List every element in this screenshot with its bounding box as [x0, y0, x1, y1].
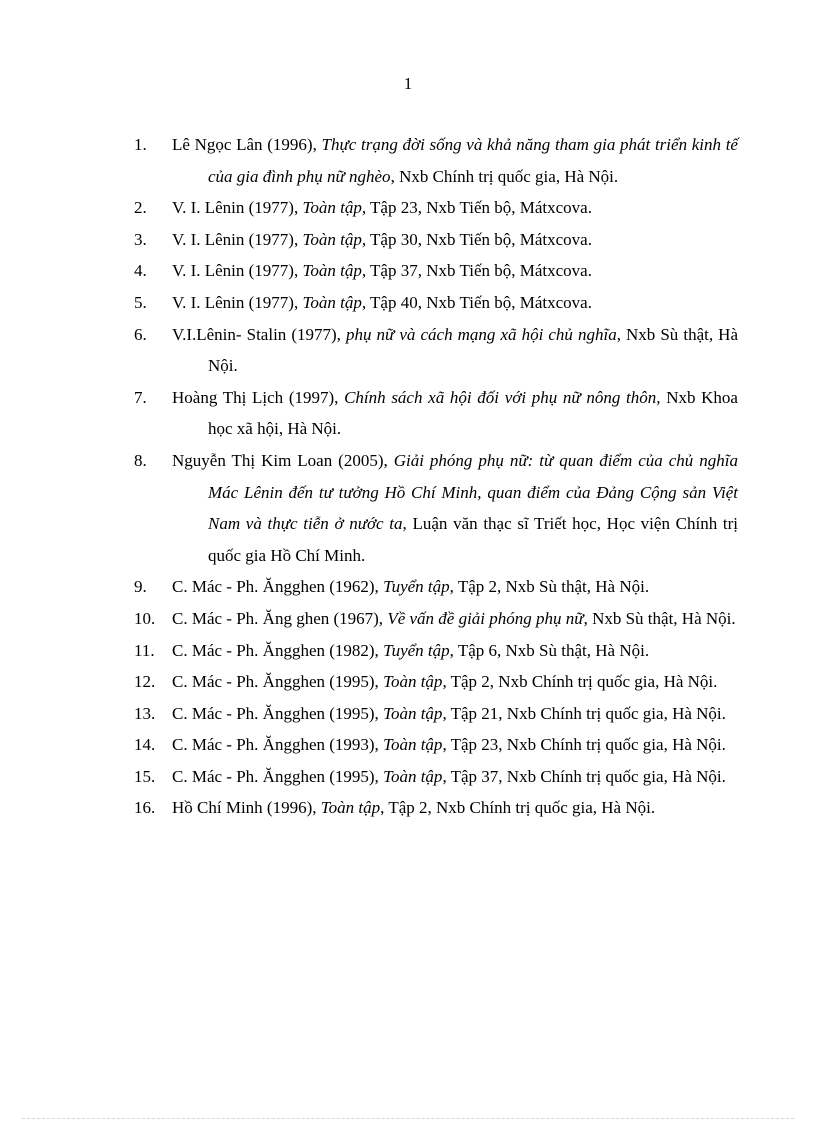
reference-title: Toàn tập: [302, 261, 362, 281]
reference-publication: , Tập 37, Nxb Tiến bộ, Mátxcova.: [361, 261, 592, 281]
reference-author-year: C. Mác - Ph. Ăngghen (1995),: [172, 703, 384, 723]
reference-item: [134, 129, 738, 192]
reference-publication: , Tập 2, Nxb Chính trị quốc gia, Hà Nội.: [380, 798, 656, 818]
reference-publication: , Tập 23, Nxb Tiến bộ, Mátxcova.: [361, 198, 592, 218]
reference-title: Về vấn đề giải phóng phụ nữ: [387, 608, 584, 628]
reference-number: 5.: [134, 292, 147, 312]
reference-text: [172, 698, 738, 730]
reference-text: [172, 635, 738, 667]
reference-author-year: V. I. Lênin (1977),: [172, 198, 303, 218]
reference-item: [134, 319, 738, 382]
reference-title: Toàn tập: [302, 229, 362, 249]
reference-title: Tuyển tập: [383, 640, 450, 660]
reference-title: Toàn tập: [302, 292, 362, 312]
reference-number: 11.: [134, 640, 155, 660]
reference-item: [134, 761, 738, 793]
reference-number: 9.: [134, 577, 147, 597]
reference-number: 7.: [134, 387, 147, 407]
reference-text: [172, 255, 738, 287]
reference-publication: , Tập 21, Nxb Chính trị quốc gia, Hà Nội.: [442, 703, 726, 723]
reference-text: [172, 382, 738, 445]
reference-text: [172, 666, 738, 698]
reference-number: 8.: [134, 450, 147, 470]
reference-author-year: Nguyễn Thị Kim Loan (2005),: [172, 450, 394, 470]
reference-author-year: C. Mác - Ph. Ăng ghen (1967),: [172, 608, 388, 628]
page-bottom-divider: [22, 1118, 794, 1119]
reference-title: Toàn tập: [320, 798, 381, 818]
reference-title: Thực trạng đời sống và khả năng tham gia phát triển kinh tế của gia đình phụ nữ nghèo: [208, 135, 738, 186]
reference-author-year: Hoàng Thị Lịch (1997),: [172, 387, 345, 407]
reference-item: [134, 729, 738, 761]
reference-number: 6.: [134, 324, 147, 344]
reference-number: 15.: [134, 766, 156, 786]
reference-text: [172, 224, 738, 256]
reference-author-year: C. Mác - Ph. Ăngghen (1995),: [172, 672, 384, 692]
reference-publication: , Tập 30, Nxb Tiến bộ, Mátxcova.: [361, 229, 592, 249]
reference-publication: , Tập 2, Nxb Sù thật, Hà Nội.: [449, 577, 650, 597]
reference-item: [134, 255, 738, 287]
reference-author-year: C. Mác - Ph. Ăngghen (1993),: [172, 735, 384, 755]
reference-text: [172, 603, 738, 635]
reference-title: Giải phóng phụ nữ: từ quan điểm của chủ nghĩa Mác Lênin đến tư tưởng Hồ Chí Minh, quan điểm của Đảng Cộng sản Việt Nam và thực tiễn ở nước ta: [208, 450, 738, 534]
reference-author-year: Hồ Chí Minh (1996),: [172, 798, 321, 818]
reference-title: Toàn tập: [383, 703, 443, 723]
reference-item: [134, 698, 738, 730]
reference-author-year: V. I. Lênin (1977),: [172, 261, 303, 281]
reference-item: [134, 382, 738, 445]
reference-number: 14.: [134, 735, 156, 755]
reference-author-year: C. Mác - Ph. Ăngghen (1962),: [172, 577, 384, 597]
reference-publication: , Tập 2, Nxb Chính trị quốc gia, Hà Nội.: [442, 672, 718, 692]
reference-number: 2.: [134, 198, 147, 218]
reference-author-year: Lê Ngọc Lân (1996),: [172, 135, 322, 154]
reference-title: Toàn tập: [383, 735, 443, 755]
reference-text: [172, 319, 738, 382]
reference-number: 13.: [134, 703, 156, 723]
reference-text: [172, 761, 738, 793]
reference-text: [172, 129, 738, 192]
reference-item: [134, 192, 738, 224]
reference-text: [172, 287, 738, 319]
reference-title: Toàn tập: [383, 766, 443, 786]
reference-text: [172, 792, 738, 824]
reference-list: [134, 129, 738, 824]
reference-item: [134, 635, 738, 667]
reference-publication: , Tập 37, Nxb Chính trị quốc gia, Hà Nội.: [442, 766, 726, 786]
reference-text: [172, 445, 738, 571]
reference-item: [134, 603, 738, 635]
reference-publication: , Tập 40, Nxb Tiến bộ, Mátxcova.: [361, 292, 592, 312]
reference-item: [134, 792, 738, 824]
reference-number: 10.: [134, 608, 156, 628]
reference-publication: , Tập 23, Nxb Chính trị quốc gia, Hà Nội.: [442, 735, 726, 755]
page-number: 1: [403, 74, 413, 93]
reference-number: 12.: [134, 672, 156, 692]
reference-title: Toàn tập: [302, 198, 362, 218]
reference-title: phụ nữ và cách mạng xã hội chủ nghĩa: [345, 324, 617, 344]
reference-number: 16.: [134, 798, 156, 818]
reference-item: [134, 666, 738, 698]
reference-item: [134, 571, 738, 603]
reference-publication: , Luận văn thạc sĩ Triết học, Học viện Chính trị quốc gia Hồ Chí Minh.: [208, 514, 738, 565]
reference-number: 3.: [134, 229, 147, 249]
reference-author-year: V. I. Lênin (1977),: [172, 229, 303, 249]
reference-author-year: V. I. Lênin (1977),: [172, 292, 303, 312]
reference-publication: , Nxb Sù thật, Hà Nội.: [583, 608, 736, 628]
reference-item: [134, 445, 738, 571]
reference-text: [172, 192, 738, 224]
reference-author-year: V.I.Lênin- Stalin (1977),: [172, 324, 346, 344]
reference-title: Tuyển tập: [383, 577, 450, 597]
reference-text: [172, 729, 738, 761]
reference-title: Toàn tập: [383, 672, 443, 692]
reference-publication: , Nxb Sù thật, Hà Nội.: [208, 324, 738, 376]
reference-author-year: C. Mác - Ph. Ăngghen (1995),: [172, 766, 384, 786]
reference-publication: , Tập 6, Nxb Sù thật, Hà Nội.: [449, 640, 650, 660]
reference-item: [134, 287, 738, 319]
reference-title: Chính sách xã hội đối với phụ nữ nông thôn,: [344, 387, 661, 407]
reference-number: 4.: [134, 261, 147, 281]
reference-publication: , Nxb Chính trị quốc gia, Hà Nội.: [390, 166, 619, 186]
reference-author-year: C. Mác - Ph. Ăngghen (1982),: [172, 640, 384, 660]
reference-number: 1.: [134, 135, 147, 154]
reference-item: [134, 224, 738, 256]
reference-publication: Nxb Khoa học xã hội, Hà Nội.: [208, 387, 738, 439]
reference-text: [172, 571, 738, 603]
